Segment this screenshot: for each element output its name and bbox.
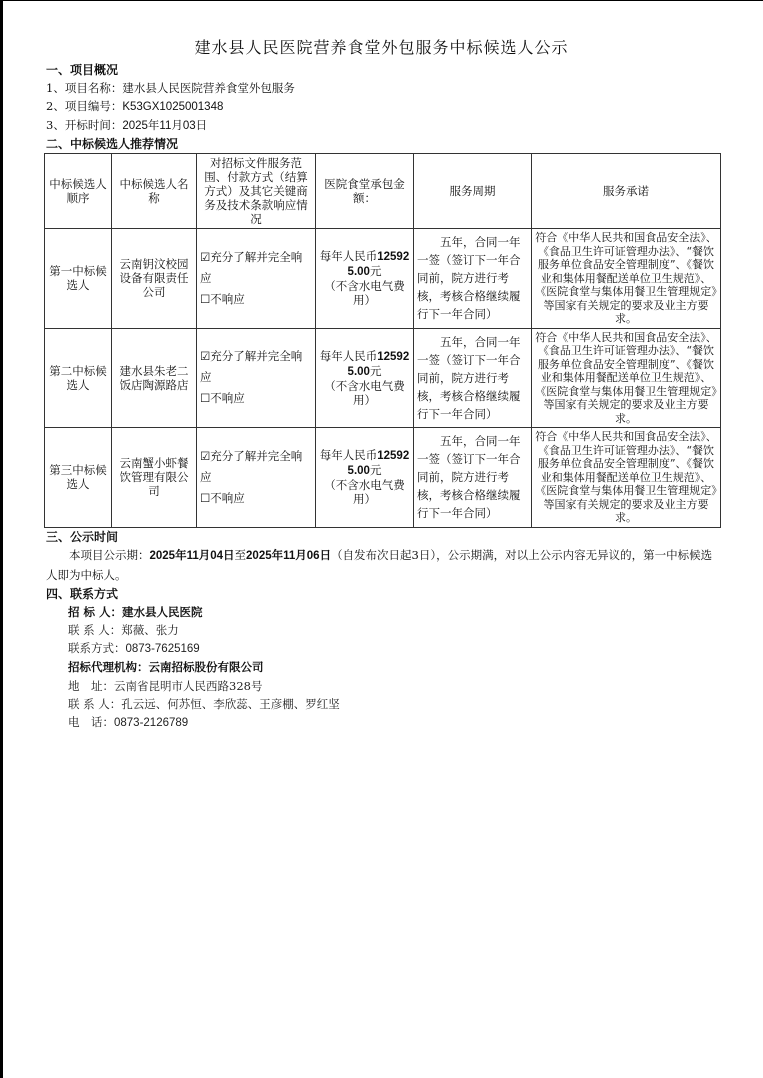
agency: 招标代理机构：云南招标股份有限公司 (68, 660, 264, 674)
publicity-prefix: 本项目公示期： (69, 547, 150, 562)
agency-phone: 电 话：0873-2126789 (68, 716, 189, 729)
publicity-to: 至 (234, 547, 247, 562)
response-unchecked: ☐不响应 (200, 391, 245, 406)
section-1-heading: 一、项目概况 (46, 63, 119, 77)
section-3 (46, 528, 722, 585)
amount-prefix: 每年人民币 (319, 448, 378, 463)
tenderer-contact: 联 系 人：郑薇、张力 (68, 623, 179, 637)
candidate-rank: 第一中标候选人 (45, 229, 112, 329)
candidate-response (197, 229, 316, 329)
amount-prefix: 每年人民币 (319, 249, 378, 264)
amount-value: 125925.00 (347, 450, 410, 478)
table-row (45, 328, 721, 428)
response-checked: ☑充分了解并完全响应 (200, 448, 303, 484)
amount-note: （不含水电气费用） (324, 478, 405, 507)
section-1 (46, 61, 722, 153)
candidate-amount (316, 428, 414, 528)
amount-value: 125925.00 (347, 350, 410, 378)
agency-contact: 联 系 人：孔云远、何苏恒、李欣蕊、王彦棚、罗红坚 (68, 697, 340, 711)
candidate-name: 云南钥汶校园设备有限责任公司 (112, 229, 197, 329)
section-4-heading: 四、联系方式 (46, 586, 119, 601)
section-2-heading: 二、中标候选人推荐情况 (46, 137, 179, 151)
bid-opening-label: 3、开标时间： (46, 118, 123, 132)
header-name: 中标候选人名称 (112, 154, 197, 229)
publicity-end: 2025年11月06日 (246, 549, 332, 562)
tenderer: 招 标 人：建水县人民医院 (68, 604, 203, 619)
candidate-response (197, 428, 316, 528)
header-amount: 医院食堂承包金额： (316, 154, 414, 229)
amount-note: （不含水电气费用） (324, 279, 405, 308)
header-period: 服务周期 (414, 154, 532, 229)
candidate-promise: 符合《中华人民共和国食品安全法》、《食品卫生许可证管理办法》、“餐饮服务单位食品安全管理制度”、《餐饮业和集体用餐配送单位卫生规范》、《医院食堂与集体用餐卫生管理规定》等国家有关规定的要求及业主方要求。 (532, 229, 721, 329)
response-unchecked: ☐不响应 (200, 291, 245, 306)
table-header-row (45, 154, 721, 229)
candidate-name: 建水县朱老二饭店陶源路店 (112, 328, 197, 428)
response-checked: ☑充分了解并完全响应 (200, 349, 303, 385)
page-title: 建水县人民医院营养食堂外包服务中标候选人公示 (194, 38, 569, 57)
publicity-start: 2025年11月04日 (149, 549, 235, 562)
candidate-period: 五年，合同一年一签（签订下一年合同前，院方进行考核，考核合格继续履行下一年合同） (414, 229, 532, 329)
amount-value: 125925.00 (347, 251, 410, 279)
candidates-table (44, 153, 721, 528)
response-unchecked: ☐不响应 (200, 490, 245, 505)
candidate-period: 五年，合同一年一签（签订下一年合同前，院方进行考核，考核合格继续履行下一年合同） (414, 328, 532, 428)
project-name (46, 79, 722, 97)
header-promise: 服务承诺 (532, 154, 721, 229)
amount-note: （不含水电气费用） (324, 378, 405, 407)
section-3-heading: 三、公示时间 (46, 529, 119, 544)
project-number (46, 97, 722, 116)
candidate-amount (316, 328, 414, 428)
publicity-suffix: （自发布次日起3日），公示期满，对以上公示内容无异议的，第一中标候选人即为中标人。 (46, 547, 713, 582)
publicity-period-text (46, 546, 722, 585)
header-rank: 中标候选人顺序 (45, 154, 112, 229)
amount-suffix: 元 (369, 363, 382, 378)
table-row (45, 229, 721, 329)
project-number-value: K53GX1025001348 (122, 101, 224, 113)
candidate-name: 云南蟹小虾餐饮管理有限公司 (112, 428, 197, 528)
table-row (45, 428, 721, 528)
amount-prefix: 每年人民币 (319, 348, 378, 363)
candidate-promise: 符合《中华人民共和国食品安全法》、《食品卫生许可证管理办法》、“餐饮服务单位食品安全管理制度”、《餐饮业和集体用餐配送单位卫生规范》、《医院食堂与集体用餐卫生管理规定》等国家有关规定的要求及业主方要求。 (532, 428, 721, 528)
candidate-amount (316, 229, 414, 329)
amount-suffix: 元 (369, 264, 382, 279)
candidate-promise: 符合《中华人民共和国食品安全法》、《食品卫生许可证管理办法》、“餐饮服务单位食品安全管理制度”、《餐饮业和集体用餐配送单位卫生规范》、《医院食堂与集体用餐卫生管理规定》等国家有关规定的要求及业主方要求。 (532, 328, 721, 428)
amount-suffix: 元 (369, 463, 382, 478)
candidate-rank: 第二中标候选人 (45, 328, 112, 428)
candidate-rank: 第三中标候选人 (45, 428, 112, 528)
agency-address: 地 址：云南省昆明市人民西路328号 (68, 678, 263, 693)
project-name-label: 1、项目名称： (46, 81, 123, 95)
bid-opening-value: 2025年11月03日 (122, 120, 208, 132)
tenderer-phone: 联系方式：0873-7625169 (68, 642, 200, 655)
candidate-period: 五年，合同一年一签（签订下一年合同前，院方进行考核，考核合格继续履行下一年合同） (414, 428, 532, 528)
candidate-response (197, 328, 316, 428)
bid-opening-time (46, 116, 722, 135)
project-number-label: 2、项目编号： (46, 99, 123, 113)
section-4 (46, 585, 722, 733)
response-checked: ☑充分了解并完全响应 (200, 249, 303, 285)
header-response: 对招标文件服务范围、付款方式（结算方式）及其它关键商务及技术条款响应情况 (197, 154, 316, 229)
project-name-value: 建水县人民医院营养食堂外包服务 (122, 81, 295, 95)
